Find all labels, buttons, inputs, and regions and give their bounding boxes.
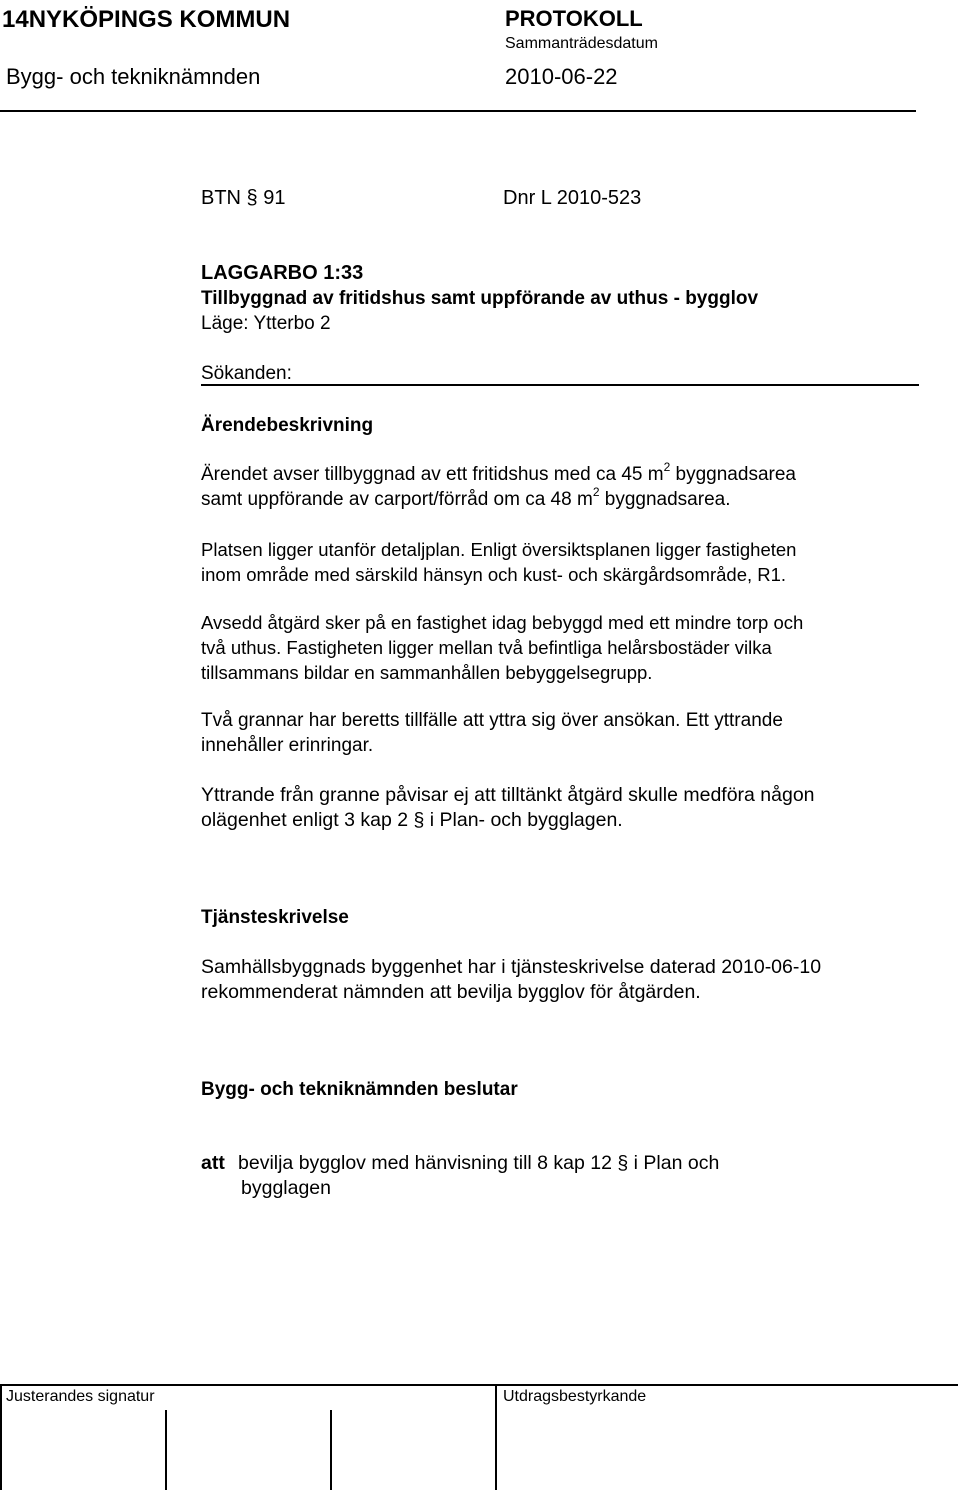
municipality-name: 14NYKÖPINGS KOMMUN [2, 6, 291, 33]
diary-number: Dnr L 2010-523 [503, 187, 642, 209]
description-p2-line1: Platsen ligger utanför detaljplan. Enligt översiktsplanen ligger fastigheten [201, 539, 797, 560]
applicant-divider [201, 384, 919, 386]
decision-heading: Bygg- och tekniknämnden beslutar [201, 1079, 518, 1100]
signature-box-divider-1 [165, 1410, 167, 1490]
applicant-label: Sökanden: [201, 363, 292, 384]
signature-label: Justerandes signatur [6, 1388, 155, 1405]
description-p1-line2: samt uppförande av carport/förråd om ca 48 $m^2$ byggnadsarea. [201, 484, 731, 510]
service-note-line1: Samhällsbyggnads byggenhet har i tjänsteskrivelse daterad 2010-06-10 [201, 956, 822, 978]
meeting-date-label: Sammanträdesdatum [505, 35, 658, 52]
description-p3-line3: tillsammans bildar en sammanhållen bebyggelsegrupp. [201, 662, 653, 683]
description-p2-line2: inom område med särskild hänsyn och kust- och skärgårdsområde, R1. [201, 564, 787, 585]
signature-box-left-border [0, 1384, 2, 1490]
description-p4-line1: Två grannar har beretts tillfälle att yttra sig över ansökan. Ett yttrande [201, 710, 783, 731]
description-p3-line1: Avsedd åtgärd sker på en fastighet idag bebyggd med ett mindre torp och [201, 612, 804, 633]
signature-box-divider-2 [330, 1410, 332, 1490]
footer-divider [0, 1384, 958, 1386]
description-p1-line1: Ärendet avser tillbyggnad av ett fritidshus med ca 45 $m^2$ byggnadsarea [201, 459, 796, 485]
case-subject: Tillbyggnad av fritidshus samt uppförande av uthus - bygglov [201, 288, 759, 309]
decision-line1: bevilja bygglov med hänvisning till 8 kap 12 § i Plan och [238, 1152, 720, 1174]
decision-line2: bygglagen [241, 1177, 331, 1199]
certification-label: Utdragsbestyrkande [503, 1388, 647, 1405]
committee-name: Bygg- och tekniknämnden [6, 64, 261, 89]
description-p3-line2: två uthus. Fastigheten ligger mellan två befintliga helårsbostäder vilka [201, 637, 772, 658]
case-location: Läge: Ytterbo 2 [201, 313, 331, 334]
service-note-heading: Tjänsteskrivelse [201, 907, 349, 928]
header-divider [0, 110, 916, 112]
description-p5-line2: olägenhet enligt 3 kap 2 § i Plan- och bygglagen. [201, 809, 623, 831]
document-type: PROTOKOLL [505, 6, 643, 31]
signature-box-divider-3 [495, 1384, 497, 1490]
description-p4-line2: innehåller erinringar. [201, 735, 374, 756]
paragraph-number: BTN § 91 [201, 187, 286, 209]
decision-att: att [201, 1152, 225, 1174]
service-note-line2: rekommenderat nämnden att bevilja bygglov för åtgärden. [201, 981, 701, 1003]
meeting-date: 2010-06-22 [505, 64, 618, 89]
description-heading: Ärendebeskrivning [201, 415, 374, 436]
description-p5-line1: Yttrande från granne påvisar ej att tilltänkt åtgärd skulle medföra någon [201, 784, 815, 806]
property-designation: LAGGARBO 1:33 [201, 262, 364, 284]
